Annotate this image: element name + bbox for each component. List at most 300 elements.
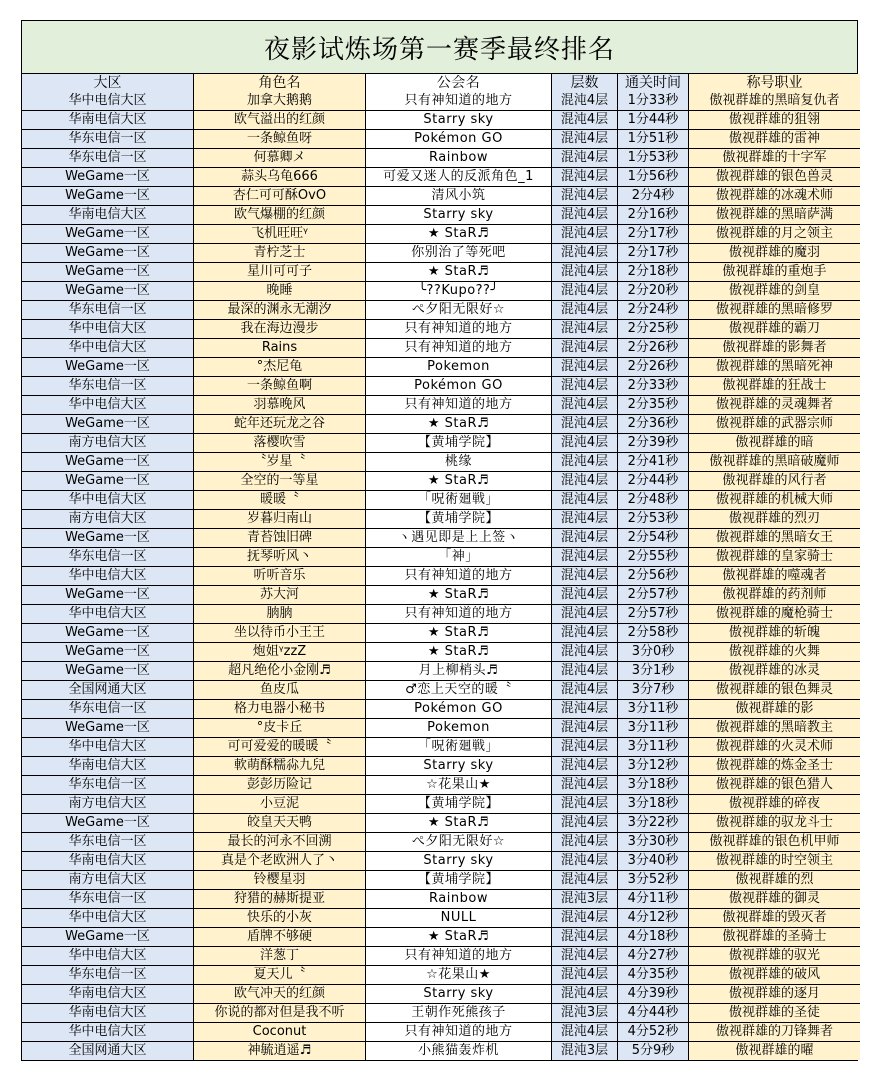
region-cell: 华中电信大区	[22, 947, 194, 966]
title-class-cell: 傲视群雄的武器宗师	[689, 415, 861, 434]
title-class-cell: 傲视群雄的刀锋舞者	[689, 1023, 861, 1042]
region-cell: WeGame一区	[22, 168, 194, 187]
character-cell: 飞机旺旺ᵞ	[194, 225, 366, 244]
floor-cell: 混沌4层	[552, 814, 618, 833]
clear-time-cell: 2分18秒	[618, 263, 689, 282]
floor-cell: 混沌4层	[552, 206, 618, 225]
table-row	[22, 985, 860, 1004]
clear-time-cell: 1分33秒	[618, 92, 689, 111]
floor-cell: 混沌4层	[552, 662, 618, 681]
clear-time-cell: 3分1秒	[618, 662, 689, 681]
table-row	[22, 947, 860, 966]
guild-cell: 清风小筑	[366, 187, 552, 206]
title-class-cell: 傲视群雄的皇家骑士	[689, 548, 861, 567]
guild-cell: ★ StaR♬	[366, 643, 552, 662]
title-class-cell: 傲视群雄的冰魂术师	[689, 187, 861, 206]
floor-cell: 混沌4层	[552, 624, 618, 643]
floor-cell: 混沌3层	[552, 1042, 618, 1061]
title-class-cell: 傲视群雄的烈	[689, 871, 861, 890]
character-cell: 軟萌酥糯尛九兒	[194, 757, 366, 776]
table-row	[22, 681, 860, 700]
floor-cell: 混沌4层	[552, 719, 618, 738]
region-cell: WeGame一区	[22, 263, 194, 282]
region-cell: 华中电信大区	[22, 909, 194, 928]
guild-cell: Rainbow	[366, 149, 552, 168]
clear-time-cell: 4分11秒	[618, 890, 689, 909]
floor-cell: 混沌4层	[552, 681, 618, 700]
region-cell: WeGame一区	[22, 415, 194, 434]
character-cell: °皮卡丘	[194, 719, 366, 738]
title-class-cell: 傲视群雄的破风	[689, 966, 861, 985]
title-class-cell: 傲视群雄的十字军	[689, 149, 861, 168]
table-row	[22, 871, 860, 890]
floor-cell: 混沌4层	[552, 320, 618, 339]
character-cell: 一条鲸鱼啊	[194, 377, 366, 396]
floor-cell: 混沌4层	[552, 187, 618, 206]
region-cell: 南方电信大区	[22, 871, 194, 890]
table-row	[22, 586, 860, 605]
title-class-cell: 傲视群雄的银色兽灵	[689, 168, 861, 187]
table-row	[22, 225, 860, 244]
guild-cell: Starry sky	[366, 111, 552, 130]
title-class-cell: 傲视群雄的斩魄	[689, 624, 861, 643]
floor-cell: 混沌4层	[552, 339, 618, 358]
character-cell: 晚睡	[194, 282, 366, 301]
table-body	[22, 92, 860, 1060]
guild-cell: 【黄埔学院】	[366, 434, 552, 453]
guild-cell: Pokémon GO	[366, 700, 552, 719]
character-cell: 炮姐ᵞzzZ	[194, 643, 366, 662]
title-class-cell: 傲视群雄的黑暗女王	[689, 529, 861, 548]
floor-cell: 混沌4层	[552, 852, 618, 871]
guild-cell: ぺ夕阳无限好☆	[366, 301, 552, 320]
guild-cell: ★ StaR♬	[366, 814, 552, 833]
header-character: 角色名	[194, 74, 366, 92]
region-cell: 华中电信大区	[22, 1023, 194, 1042]
table-row	[22, 776, 860, 795]
region-cell: WeGame一区	[22, 586, 194, 605]
table-row	[22, 415, 860, 434]
floor-cell: 混沌4层	[552, 700, 618, 719]
table-row	[22, 453, 860, 472]
table-row	[22, 320, 860, 339]
floor-cell: 混沌4层	[552, 453, 618, 472]
table-row	[22, 1023, 860, 1042]
region-cell: 南方电信大区	[22, 510, 194, 529]
clear-time-cell: 2分57秒	[618, 586, 689, 605]
character-cell: Coconut	[194, 1023, 366, 1042]
table-row	[22, 833, 860, 852]
guild-cell: 只有神知道的地方	[366, 396, 552, 415]
character-cell: °杰尼龟	[194, 358, 366, 377]
title-class-cell: 傲视群雄的火灵术师	[689, 738, 861, 757]
clear-time-cell: 3分30秒	[618, 833, 689, 852]
region-cell: WeGame一区	[22, 719, 194, 738]
table-row	[22, 434, 860, 453]
table-row	[22, 890, 860, 909]
region-cell: 全国网通大区	[22, 681, 194, 700]
character-cell: 全空的一等星	[194, 472, 366, 491]
floor-cell: 混沌4层	[552, 928, 618, 947]
title-class-cell: 傲视群雄的月之领主	[689, 225, 861, 244]
region-cell: 华中电信大区	[22, 339, 194, 358]
clear-time-cell: 2分33秒	[618, 377, 689, 396]
floor-cell: 混沌4层	[552, 947, 618, 966]
table-row	[22, 966, 860, 985]
character-cell: 羽慕晚风	[194, 396, 366, 415]
guild-cell: ★ StaR♬	[366, 624, 552, 643]
clear-time-cell: 2分41秒	[618, 453, 689, 472]
region-cell: 华东电信一区	[22, 130, 194, 149]
character-cell: 朒朒	[194, 605, 366, 624]
guild-cell: ★ StaR♬	[366, 225, 552, 244]
table-row	[22, 510, 860, 529]
region-cell: 华南电信大区	[22, 111, 194, 130]
character-cell: 青柠芝士	[194, 244, 366, 263]
character-cell: 欧气溢出的红颜	[194, 111, 366, 130]
title-class-cell: 傲视群雄的黑暗死神	[689, 358, 861, 377]
guild-cell: 只有神知道的地方	[366, 339, 552, 358]
guild-cell: Pokemon	[366, 358, 552, 377]
floor-cell: 混沌4层	[552, 833, 618, 852]
guild-cell: Pokémon GO	[366, 130, 552, 149]
title-class-cell: 傲视群雄的烈刃	[689, 510, 861, 529]
floor-cell: 混沌4层	[552, 149, 618, 168]
floor-cell: 混沌4层	[552, 795, 618, 814]
title-class-cell: 傲视群雄的剑皇	[689, 282, 861, 301]
title-class-cell: 傲视群雄的逐月	[689, 985, 861, 1004]
title-class-cell: 傲视群雄的火舞	[689, 643, 861, 662]
title-class-cell: 傲视群雄的狙翎	[689, 111, 861, 130]
floor-cell: 混沌4层	[552, 415, 618, 434]
clear-time-cell: 4分52秒	[618, 1023, 689, 1042]
guild-cell: 小熊猫轰炸机	[366, 1042, 552, 1061]
character-cell: 彭彭历险记	[194, 776, 366, 795]
clear-time-cell: 2分16秒	[618, 206, 689, 225]
character-cell: 〝岁星〝	[194, 453, 366, 472]
character-cell: 你说的都对但是我不听	[194, 1004, 366, 1023]
title-class-cell: 傲视群雄的黑暗破魔师	[689, 453, 861, 472]
region-cell: 华中电信大区	[22, 567, 194, 586]
table-row	[22, 301, 860, 320]
region-cell: 华南电信大区	[22, 206, 194, 225]
guild-cell: 你别治了等死吧	[366, 244, 552, 263]
clear-time-cell: 2分48秒	[618, 491, 689, 510]
table-row	[22, 282, 860, 301]
region-cell: WeGame一区	[22, 282, 194, 301]
clear-time-cell: 2分25秒	[618, 320, 689, 339]
floor-cell: 混沌4层	[552, 757, 618, 776]
clear-time-cell: 5分9秒	[618, 1042, 689, 1061]
region-cell: 全国网通大区	[22, 1042, 194, 1061]
table-row	[22, 757, 860, 776]
guild-cell: 桃缘	[366, 453, 552, 472]
table-row	[22, 852, 860, 871]
clear-time-cell: 2分36秒	[618, 415, 689, 434]
character-cell: 蒜头乌龟666	[194, 168, 366, 187]
title-class-cell: 傲视群雄的雷神	[689, 130, 861, 149]
title-class-cell: 傲视群雄的银色机甲师	[689, 833, 861, 852]
region-cell: 南方电信大区	[22, 434, 194, 453]
guild-cell: 【黄埔学院】	[366, 510, 552, 529]
guild-cell: ☆花果山★	[366, 776, 552, 795]
floor-cell: 混沌4层	[552, 738, 618, 757]
header-floor: 层数	[552, 74, 618, 92]
clear-time-cell: 3分52秒	[618, 871, 689, 890]
title-class-cell: 傲视群雄的时空领主	[689, 852, 861, 871]
region-cell: 华南电信大区	[22, 757, 194, 776]
character-cell: 最长的河永不回溯	[194, 833, 366, 852]
floor-cell: 混沌4层	[552, 130, 618, 149]
table-row	[22, 624, 860, 643]
guild-cell: Starry sky	[366, 206, 552, 225]
floor-cell: 混沌4层	[552, 510, 618, 529]
clear-time-cell: 3分18秒	[618, 776, 689, 795]
floor-cell: 混沌3层	[552, 1004, 618, 1023]
title-class-cell: 傲视群雄的噬魂者	[689, 567, 861, 586]
character-cell: 我在海边漫步	[194, 320, 366, 339]
guild-cell: Starry sky	[366, 852, 552, 871]
region-cell: WeGame一区	[22, 225, 194, 244]
character-cell: 一条鲸鱼呀	[194, 130, 366, 149]
header-guild: 公会名	[366, 74, 552, 92]
clear-time-cell: 4分12秒	[618, 909, 689, 928]
character-cell: 暖暖〝	[194, 491, 366, 510]
region-cell: WeGame一区	[22, 814, 194, 833]
region-cell: WeGame一区	[22, 472, 194, 491]
clear-time-cell: 1分44秒	[618, 111, 689, 130]
region-cell: WeGame一区	[22, 928, 194, 947]
region-cell: 华东电信一区	[22, 149, 194, 168]
guild-cell: NULL	[366, 909, 552, 928]
character-cell: 可可爱爱的暖暖〝	[194, 738, 366, 757]
table-row	[22, 130, 860, 149]
table-row	[22, 149, 860, 168]
character-cell: 蛇年还玩龙之谷	[194, 415, 366, 434]
guild-cell: Starry sky	[366, 985, 552, 1004]
title-class-cell: 傲视群雄的魔羽	[689, 244, 861, 263]
region-cell: 华南电信大区	[22, 852, 194, 871]
floor-cell: 混沌4层	[552, 377, 618, 396]
guild-cell: 只有神知道的地方	[366, 947, 552, 966]
floor-cell: 混沌4层	[552, 871, 618, 890]
region-cell: WeGame一区	[22, 624, 194, 643]
clear-time-cell: 2分54秒	[618, 529, 689, 548]
ranking-table	[22, 74, 860, 1060]
title-class-cell: 傲视群雄的影舞者	[689, 339, 861, 358]
clear-time-cell: 3分0秒	[618, 643, 689, 662]
ranking-sheet	[21, 20, 858, 1061]
table-row	[22, 472, 860, 491]
clear-time-cell: 2分24秒	[618, 301, 689, 320]
clear-time-cell: 3分12秒	[618, 757, 689, 776]
guild-cell: 「呪術廻戦」	[366, 491, 552, 510]
header-region: 大区	[22, 74, 194, 92]
floor-cell: 混沌4层	[552, 282, 618, 301]
character-cell: 青苔蚀旧碑	[194, 529, 366, 548]
region-cell: 华中电信大区	[22, 605, 194, 624]
floor-cell: 混沌4层	[552, 643, 618, 662]
title-class-cell: 傲视群雄的重炮手	[689, 263, 861, 282]
region-cell: 华中电信大区	[22, 396, 194, 415]
floor-cell: 混沌4层	[552, 548, 618, 567]
character-cell: 星川可可子	[194, 263, 366, 282]
clear-time-cell: 2分35秒	[618, 396, 689, 415]
title-class-cell: 傲视群雄的碎夜	[689, 795, 861, 814]
character-cell: 最深的渊永无潮汐	[194, 301, 366, 320]
character-cell: 神毓逍遥♬	[194, 1042, 366, 1061]
guild-cell: ★ StaR♬	[366, 586, 552, 605]
title-class-cell: 傲视群雄的圣徒	[689, 1004, 861, 1023]
guild-cell: 只有神知道的地方	[366, 567, 552, 586]
region-cell: WeGame一区	[22, 358, 194, 377]
table-row	[22, 605, 860, 624]
character-cell: 超凡绝伦小金刚♬	[194, 662, 366, 681]
table-row	[22, 377, 860, 396]
clear-time-cell: 3分40秒	[618, 852, 689, 871]
region-cell: WeGame一区	[22, 662, 194, 681]
guild-cell: Starry sky	[366, 757, 552, 776]
title-class-cell: 傲视群雄的驭龙斗士	[689, 814, 861, 833]
character-cell: Rains	[194, 339, 366, 358]
character-cell: 洋葱丁	[194, 947, 366, 966]
title-class-cell: 傲视群雄的黑暗修罗	[689, 301, 861, 320]
table-row	[22, 928, 860, 947]
table-row	[22, 548, 860, 567]
guild-cell: ヽ遇见即是上上签ヽ	[366, 529, 552, 548]
character-cell: 格力电器小秘书	[194, 700, 366, 719]
guild-cell: ╰??Kupo??╯	[366, 282, 552, 301]
clear-time-cell: 1分56秒	[618, 168, 689, 187]
title-class-cell: 傲视群雄的冰灵	[689, 662, 861, 681]
title-class-cell: 傲视群雄的黑暗复仇者	[689, 92, 861, 111]
guild-cell: ぺ夕阳无限好☆	[366, 833, 552, 852]
table-row	[22, 491, 860, 510]
table-row	[22, 168, 860, 187]
clear-time-cell: 2分55秒	[618, 548, 689, 567]
clear-time-cell: 2分58秒	[618, 624, 689, 643]
title-class-cell: 傲视群雄的风行者	[689, 472, 861, 491]
sheet-title: 夜影试炼场第一赛季最终排名	[22, 21, 857, 74]
character-cell: 盾牌不够硬	[194, 928, 366, 947]
title-class-cell: 傲视群雄的毁灭者	[689, 909, 861, 928]
title-class-cell: 傲视群雄的银色舞灵	[689, 681, 861, 700]
guild-cell: ★ StaR♬	[366, 472, 552, 491]
region-cell: 南方电信大区	[22, 795, 194, 814]
clear-time-cell: 2分17秒	[618, 225, 689, 244]
region-cell: WeGame一区	[22, 643, 194, 662]
floor-cell: 混沌4层	[552, 244, 618, 263]
title-class-cell: 傲视群雄的炼金圣士	[689, 757, 861, 776]
region-cell: 华东电信一区	[22, 377, 194, 396]
character-cell: 坐以待币小王王	[194, 624, 366, 643]
clear-time-cell: 4分44秒	[618, 1004, 689, 1023]
clear-time-cell: 2分20秒	[618, 282, 689, 301]
floor-cell: 混沌4层	[552, 434, 618, 453]
floor-cell: 混沌4层	[552, 225, 618, 244]
floor-cell: 混沌4层	[552, 586, 618, 605]
table-row	[22, 814, 860, 833]
character-cell: 皎皇天天鸭	[194, 814, 366, 833]
clear-time-cell: 3分22秒	[618, 814, 689, 833]
guild-cell: 王朝作死熊孩子	[366, 1004, 552, 1023]
character-cell: 狩猎的赫斯提亚	[194, 890, 366, 909]
character-cell: 抚琴听风丶	[194, 548, 366, 567]
guild-cell: ★ StaR♬	[366, 928, 552, 947]
floor-cell: 混沌4层	[552, 92, 618, 111]
guild-cell: Pokémon GO	[366, 377, 552, 396]
clear-time-cell: 2分44秒	[618, 472, 689, 491]
header-title-class: 称号职业	[689, 74, 861, 92]
clear-time-cell: 2分26秒	[618, 358, 689, 377]
table-row	[22, 396, 860, 415]
clear-time-cell: 2分26秒	[618, 339, 689, 358]
floor-cell: 混沌4层	[552, 1023, 618, 1042]
table-row	[22, 187, 860, 206]
guild-cell: 只有神知道的地方	[366, 92, 552, 111]
region-cell: 华中电信大区	[22, 320, 194, 339]
guild-cell: 【黄埔学院】	[366, 871, 552, 890]
table-row	[22, 700, 860, 719]
clear-time-cell: 4分35秒	[618, 966, 689, 985]
table-row	[22, 529, 860, 548]
region-cell: 华东电信一区	[22, 966, 194, 985]
title-class-cell: 傲视群雄的霸刀	[689, 320, 861, 339]
region-cell: 华中电信大区	[22, 738, 194, 757]
region-cell: 华中电信大区	[22, 92, 194, 111]
clear-time-cell: 2分39秒	[618, 434, 689, 453]
character-cell: 铃樱星羽	[194, 871, 366, 890]
character-cell: 苏大河	[194, 586, 366, 605]
table-row	[22, 662, 860, 681]
clear-time-cell: 4分27秒	[618, 947, 689, 966]
guild-cell: Rainbow	[366, 890, 552, 909]
guild-cell: 「呪術廻戦」	[366, 738, 552, 757]
character-cell: 杏仁可可酥OvO	[194, 187, 366, 206]
guild-cell: 「神」	[366, 548, 552, 567]
table-row	[22, 339, 860, 358]
character-cell: 小豆泥	[194, 795, 366, 814]
guild-cell: 只有神知道的地方	[366, 1023, 552, 1042]
clear-time-cell: 3分11秒	[618, 738, 689, 757]
clear-time-cell: 3分11秒	[618, 719, 689, 738]
guild-cell: 月上柳梢头♬	[366, 662, 552, 681]
region-cell: WeGame一区	[22, 453, 194, 472]
title-class-cell: 傲视群雄的黑暗萨满	[689, 206, 861, 225]
title-class-cell: 傲视群雄的影	[689, 700, 861, 719]
region-cell: 华南电信大区	[22, 985, 194, 1004]
title-class-cell: 傲视群雄的药剂师	[689, 586, 861, 605]
guild-cell: ★ StaR♬	[366, 415, 552, 434]
floor-cell: 混沌4层	[552, 966, 618, 985]
character-cell: 夏天儿〝	[194, 966, 366, 985]
floor-cell: 混沌4层	[552, 301, 618, 320]
floor-cell: 混沌4层	[552, 263, 618, 282]
floor-cell: 混沌4层	[552, 491, 618, 510]
title-class-cell: 傲视群雄的灵魂舞者	[689, 396, 861, 415]
table-row	[22, 244, 860, 263]
guild-cell: 可爱又迷人的反派角色_1	[366, 168, 552, 187]
table-row	[22, 795, 860, 814]
character-cell: 听听音乐	[194, 567, 366, 586]
clear-time-cell: 2分53秒	[618, 510, 689, 529]
clear-time-cell: 3分7秒	[618, 681, 689, 700]
character-cell: 欧气爆棚的红颜	[194, 206, 366, 225]
clear-time-cell: 4分18秒	[618, 928, 689, 947]
clear-time-cell: 3分11秒	[618, 700, 689, 719]
region-cell: 华东电信一区	[22, 301, 194, 320]
character-cell: 快乐的小灰	[194, 909, 366, 928]
